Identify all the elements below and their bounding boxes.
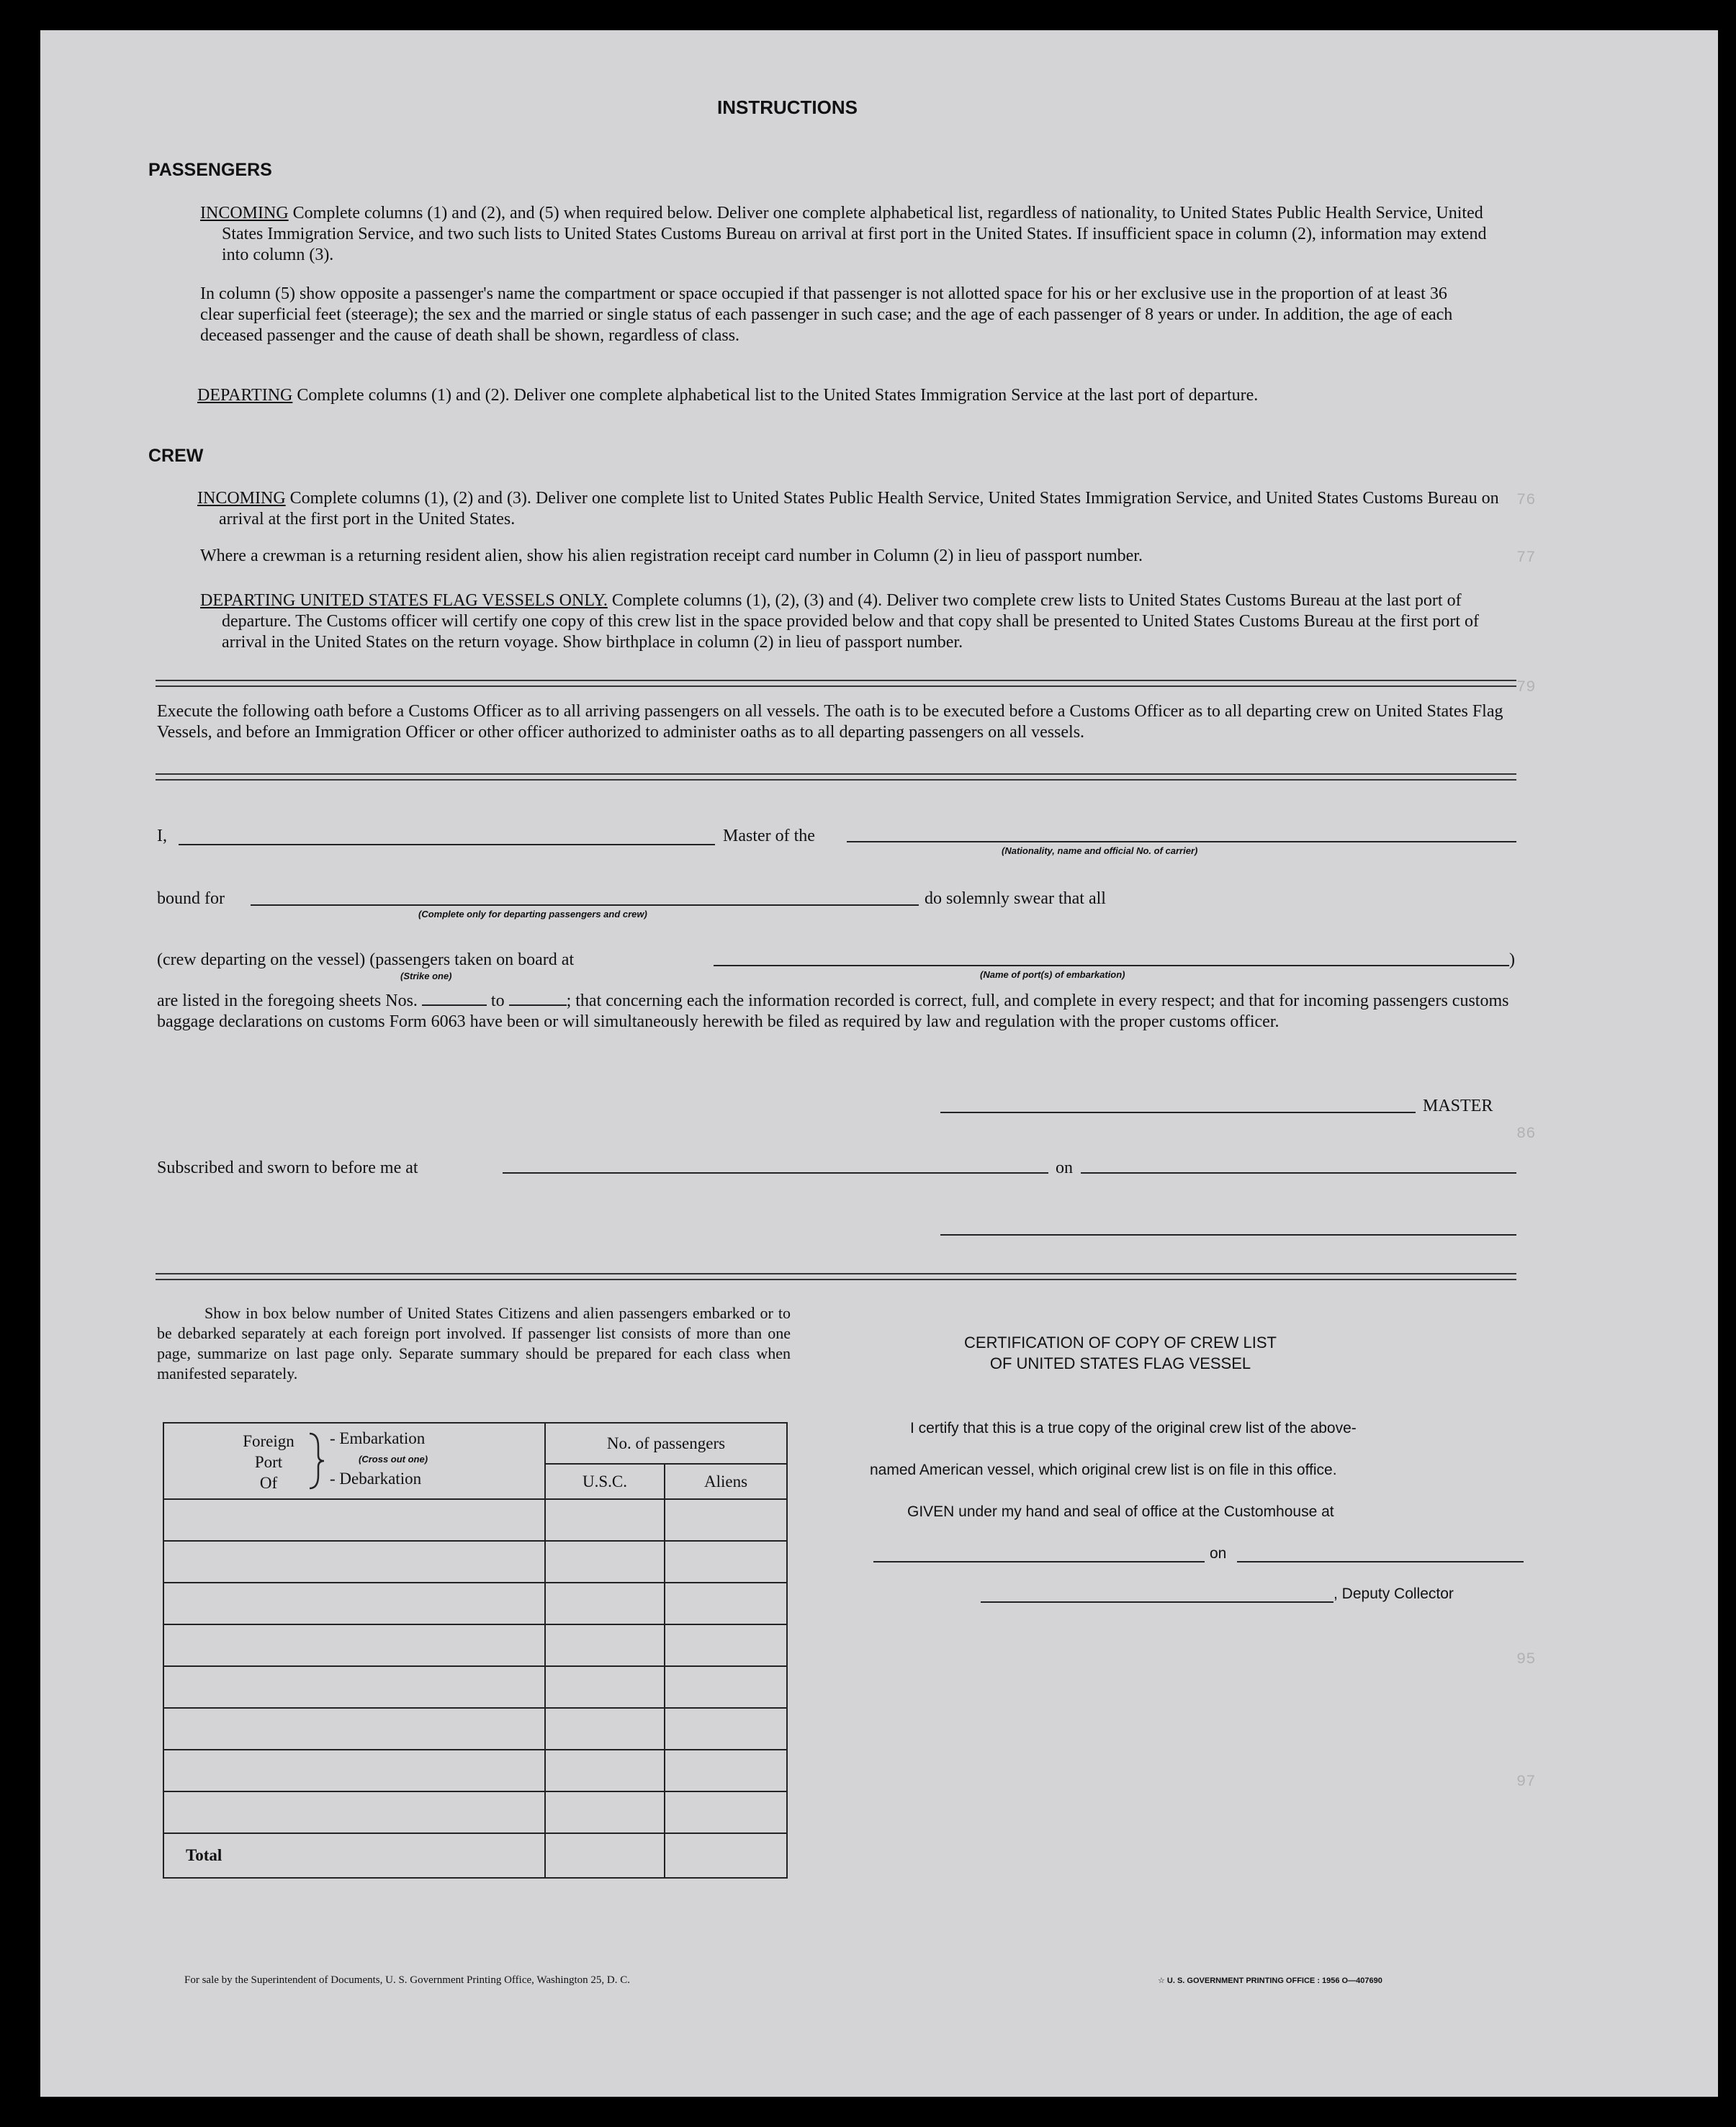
page-title: INSTRUCTIONS — [717, 96, 858, 118]
customhouse-field[interactable] — [873, 1561, 1205, 1562]
carrier-field[interactable] — [847, 841, 1516, 842]
given-label: GIVEN under my hand and seal of office at the Customhouse at — [907, 1503, 1334, 1520]
table-row — [163, 1708, 787, 1750]
port-cell[interactable] — [163, 1750, 545, 1791]
certify-line2: named American vessel, which original crew list is on file in this office. — [870, 1462, 1337, 1478]
table-row — [163, 1541, 787, 1583]
cert-date-field[interactable] — [1237, 1561, 1524, 1562]
sworn-on-label: on — [1056, 1159, 1073, 1177]
sheet-from-field[interactable] — [422, 993, 487, 1006]
strike-one-caption: (Strike one) — [400, 971, 452, 981]
crew-departing-label: (crew departing on the vessel) (passengers taken on board at — [157, 950, 575, 969]
aliens-cell[interactable] — [665, 1583, 787, 1624]
port-cell[interactable] — [163, 1791, 545, 1833]
bleed-through-mark: 77 — [1516, 549, 1536, 567]
debarkation-label: - Debarkation — [330, 1470, 422, 1488]
sworn-date-field[interactable] — [1081, 1172, 1516, 1174]
usc-cell[interactable] — [545, 1750, 665, 1791]
passengers-departing-label: DEPARTING — [197, 386, 293, 405]
usc-cell[interactable] — [545, 1499, 665, 1541]
embarkation-label: - Embarkation — [330, 1429, 426, 1447]
crew-heading: CREW — [148, 446, 204, 466]
crew-departing-text: Complete columns (1), (2), (3) and (4). Deliver two complete crew lists to United States Customs Bureau at the last port of departure. The Customs officer will certify one copy of this crew list in the space provided below and that copy shall be presented to United States Customs Bureau at the first port of arrival in the United States on the return voyage. Show birthplace in column (2) in lieu of passport number. — [222, 591, 1480, 652]
bound-for-field[interactable] — [251, 904, 919, 906]
aliens-cell[interactable] — [665, 1750, 787, 1791]
sworn-place-field[interactable] — [503, 1172, 1048, 1174]
passengers-incoming-label: INCOMING — [200, 204, 289, 222]
usc-cell[interactable] — [545, 1583, 665, 1624]
passengers-incoming-paragraph — [200, 203, 1503, 266]
summary-instructions: Show in box below number of United States Citizens and alien passengers embarked or to be debarked separately at each foreign port involved. If passenger list consists of more than one page, summarize on last page only. Separate summary should be prepared for each class when manifested separately. — [157, 1304, 791, 1382]
embarkation-ports-caption: (Name of port(s) of embarkation) — [980, 969, 1125, 980]
subscribed-label: Subscribed and sworn to before me at — [157, 1159, 418, 1177]
bleed-through-mark: 79 — [1516, 678, 1536, 696]
passengers-departing-text: Complete columns (1) and (2). Deliver one complete alphabetical list to the United States Immigration Service at the last port of departure. — [297, 386, 1259, 405]
bound-for-caption: (Complete only for departing passengers and crew) — [418, 909, 647, 919]
master-name-field[interactable] — [179, 844, 715, 845]
crew-departing-label: DEPARTING UNITED STATES FLAG VESSELS ONLY. — [200, 591, 608, 610]
passengers-heading: PASSENGERS — [148, 160, 272, 180]
swear-label: do solemnly swear that all — [925, 889, 1106, 908]
no-of-passengers-header: No. of passengers — [545, 1423, 787, 1464]
aliens-cell[interactable] — [665, 1624, 787, 1666]
of-label: Of — [259, 1474, 278, 1492]
table-row — [163, 1583, 787, 1624]
certification-heading-line1: CERTIFICATION OF COPY OF CREW LIST — [964, 1334, 1277, 1352]
certify-line1: I certify that this is a true copy of the original crew list of the above- — [910, 1420, 1357, 1436]
usc-cell[interactable] — [545, 1791, 665, 1833]
section-divider — [156, 773, 1516, 781]
aliens-cell[interactable] — [665, 1499, 787, 1541]
usc-cell[interactable] — [545, 1624, 665, 1666]
listed-paragraph — [157, 991, 1511, 1033]
crew-departing-paragraph — [200, 590, 1503, 653]
total-usc-cell[interactable] — [545, 1833, 665, 1878]
total-aliens-cell[interactable] — [665, 1833, 787, 1878]
form-page — [40, 30, 1718, 2097]
table-row — [163, 1750, 787, 1791]
sale-footer: For sale by the Superintendent of Documents, U. S. Government Printing Office, Washington 25, D. C. — [184, 1974, 630, 1986]
aliens-cell[interactable] — [665, 1541, 787, 1583]
gpo-footer: ☆ U. S. GOVERNMENT PRINTING OFFICE : 1956 O—407690 — [1158, 1977, 1382, 1985]
section-divider — [156, 1273, 1516, 1280]
cert-on-label: on — [1210, 1545, 1227, 1562]
bleed-through-mark: 97 — [1516, 1773, 1536, 1791]
crew-resident-paragraph: Where a crewman is a returning resident alien, show his alien registration receipt card number in Column (2) in lieu of passport number. — [200, 547, 1143, 565]
table-header-row — [163, 1423, 787, 1464]
usc-cell[interactable] — [545, 1708, 665, 1750]
aliens-cell[interactable] — [665, 1791, 787, 1833]
deputy-signature-field[interactable] — [981, 1601, 1334, 1603]
listed-to: to — [490, 991, 505, 1010]
deputy-collector-label: , Deputy Collector — [1334, 1586, 1454, 1602]
brace-icon — [308, 1432, 325, 1490]
port-cell[interactable] — [163, 1708, 545, 1750]
passengers-column5-paragraph: In column (5) show opposite a passenger's name the compartment or space occupied if that passenger is not allotted space for his or her exclusive use in the proportion of at least 36 clear superficial feet (steerage); the sex and the married or single status of each passenger in such case; and the age of each passenger of 8 years or under. In addition, the age of each deceased passenger and the cause of death shall be shown, regardless of class. — [200, 284, 1453, 345]
close-paren: ) — [1509, 950, 1515, 969]
foreign-port-of-label — [236, 1431, 301, 1493]
passengers-incoming-text: Complete columns (1) and (2), and (5) when required below. Deliver one complete alphabetical list, regardless of nationality, to United States Public Health Service, United States Immigration Service, and two such lists to United States Customs Bureau on arrival at first port in the United States. If insufficient space in column (2), information may extend into column (3). — [222, 204, 1487, 264]
certification-heading-line2: OF UNITED STATES FLAG VESSEL — [989, 1354, 1251, 1372]
listed-prefix: are listed in the foregoing sheets Nos. — [157, 991, 418, 1010]
usc-cell[interactable] — [545, 1666, 665, 1708]
table-row — [163, 1791, 787, 1833]
officer-signature-field[interactable] — [940, 1234, 1516, 1236]
bleed-through-mark: 95 — [1516, 1650, 1536, 1668]
master-signature-field[interactable] — [940, 1112, 1416, 1113]
passenger-summary-table — [163, 1422, 788, 1879]
embarkation-ports-field[interactable] — [714, 965, 1509, 966]
port-label: Port — [254, 1453, 283, 1471]
master-label: MASTER — [1423, 1097, 1493, 1115]
port-cell[interactable] — [163, 1666, 545, 1708]
table-row — [163, 1499, 787, 1541]
section-divider — [156, 680, 1516, 687]
crew-incoming-paragraph — [197, 488, 1503, 530]
table-row — [163, 1666, 787, 1708]
passengers-departing-paragraph — [197, 385, 1503, 406]
total-label: Total — [163, 1833, 545, 1878]
cross-out-caption: (Cross out one) — [359, 1454, 428, 1465]
aliens-cell[interactable] — [665, 1666, 787, 1708]
port-cell[interactable] — [163, 1541, 545, 1583]
sheet-to-field[interactable] — [509, 993, 567, 1006]
aliens-cell[interactable] — [665, 1708, 787, 1750]
bleed-through-mark: 76 — [1516, 491, 1536, 509]
aliens-header: Aliens — [665, 1464, 787, 1499]
oath-intro: Execute the following oath before a Customs Officer as to all arriving passengers on all vessels. The oath is to be executed before a Customs Officer as to all departing crew on United States Flag Vessels, and before an Immigration Officer or other officer authorized to administer oaths as to all departing passengers on all vessels. — [157, 702, 1503, 742]
foreign-port-header — [163, 1423, 545, 1499]
usc-cell[interactable] — [545, 1541, 665, 1583]
certification-heading — [847, 1332, 1394, 1374]
usc-header: U.S.C. — [545, 1464, 665, 1499]
port-cell[interactable] — [163, 1499, 545, 1541]
port-cell[interactable] — [163, 1624, 545, 1666]
master-of-label: Master of the — [723, 827, 815, 845]
table-total-row — [163, 1833, 787, 1878]
bound-for-label: bound for — [157, 889, 225, 908]
oath-i-label: I, — [157, 827, 167, 845]
foreign-label: Foreign — [243, 1432, 294, 1450]
listed-rest: ; that concerning each the information recorded is correct, full, and complete in every respect; and that for incoming passengers customs baggage declarations on customs Form 6063 have been or will simultaneously herewith be filed as required by law and regulation with the proper customs officer. — [157, 991, 1509, 1031]
port-cell[interactable] — [163, 1583, 545, 1624]
crew-incoming-text: Complete columns (1), (2) and (3). Deliver one complete list to United States Public Health Service, United States Immigration Service, and United States Customs Bureau on arrival at the first port in the United States. — [219, 489, 1499, 529]
carrier-caption: (Nationality, name and official No. of carrier) — [1002, 845, 1198, 856]
table-row — [163, 1624, 787, 1666]
bleed-through-mark: 86 — [1516, 1125, 1536, 1143]
crew-incoming-label: INCOMING — [197, 489, 286, 508]
